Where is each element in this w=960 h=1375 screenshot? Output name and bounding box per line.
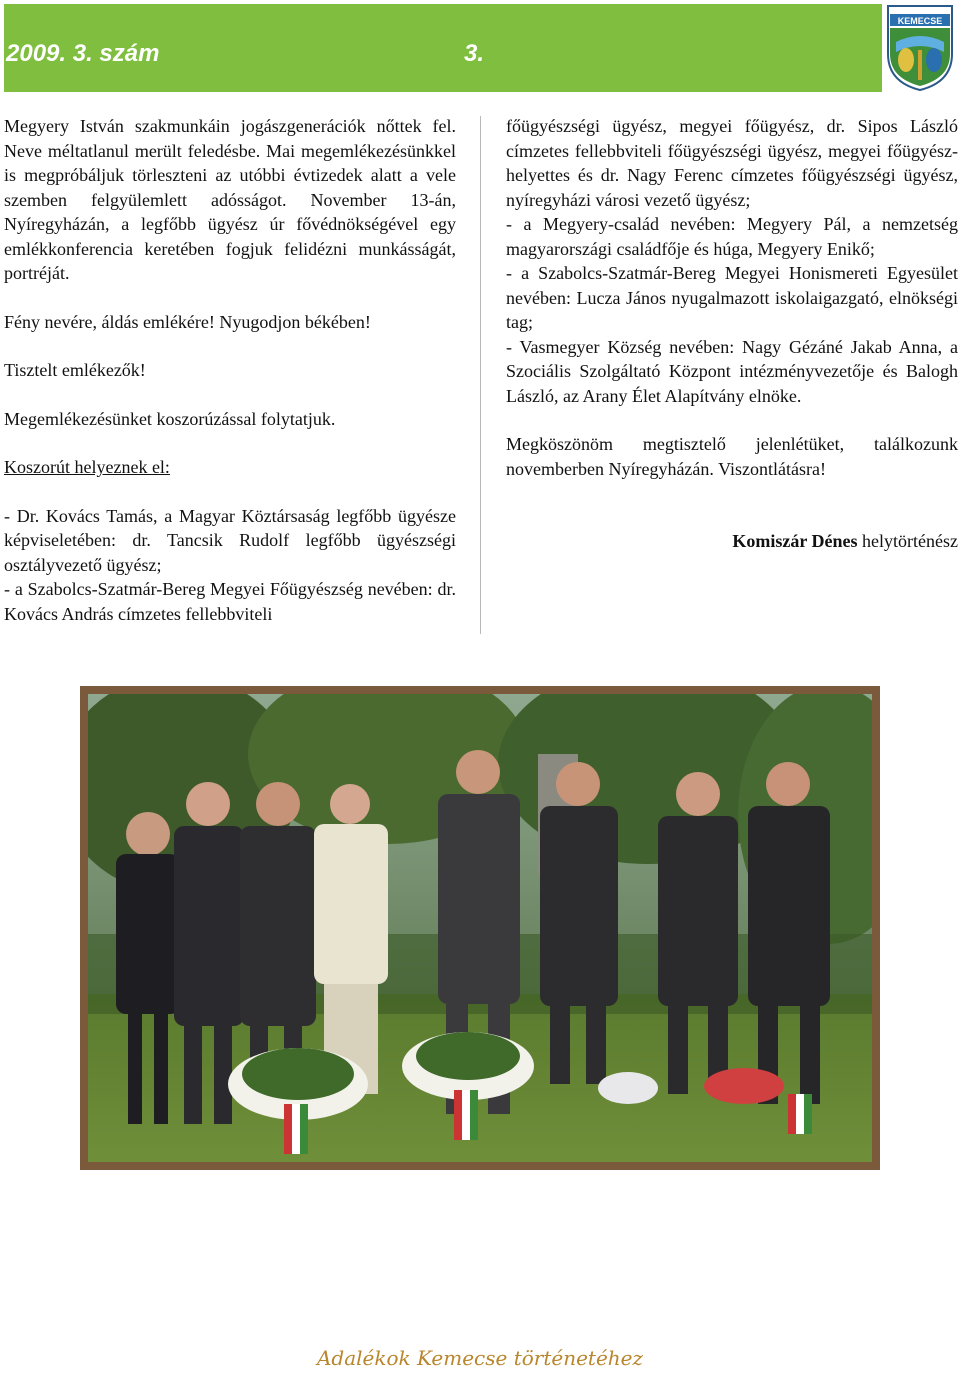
footer-title: Adalékok Kemecse történetéhez [316,1346,644,1370]
wreath-list-item: főügyészségi ügyész, megyei főügyész, dr. Sipos László címzetes fellebbviteli főügyészségi ügyész, megyei főügyész-helyettes és dr. Nagy Ferenc címzetes főügyészségi ügyész, nyíregyházi városi vezető ügyész; [506,116,958,210]
wreath-list-item: - a Megyery-család nevében: Megyery Pál, a nemzetség magyarországi családfője és húga, Megyery Enikő; [506,214,958,259]
intro-paragraph: Megyery István szakmunkáin jogászgenerációk nőttek fel. Neve méltatlanul merült feledésbe. Mai megemlékezésünkkel is megpróbáljuk törleszteni az utóbbi évtizedek alatt a vele szemben felgyülemlett adósságot. November 13-án, Nyíregyházán, a legfőbb ügyész úr fővédnökségével egy emlékkonferencia keretében fogjuk felidézni munkásságát, portréját. [4,116,456,283]
column-divider [480,116,481,634]
ceremony-photo [88,694,872,1162]
wreath-list-item: - Vasmegyer Község nevében: Nagy Gézáné Jakab Anna, a Szociális Szolgáltató Központ intézményvezetője és Balogh László, az Arany Élet Alapítvány elnöke. [506,336,958,406]
left-column [4,114,456,626]
crest-label: KEMECSE [897,16,943,26]
author-name: Komiszár Dénes [732,531,858,551]
wreath-list-item: - a Szabolcs-Szatmár-Bereg Megyei Honismereti Egyesület nevében: Lucza János nyugalmazott iskolaigazgató, elnökségi tag; [506,263,958,332]
wreath-list-heading: Koszorút helyeznek el: [4,457,170,477]
issue-label: 2009. 3. szám [6,40,160,67]
closing-paragraph: Megköszönöm megtisztelő jelenlétüket, találkozunk novemberben Nyíregyházán. Viszontlátásra! [506,434,958,479]
page-number: 3. [464,40,485,67]
greeting-line: Tisztelt emlékezők! [4,360,146,380]
signature [506,529,958,554]
right-column [506,114,958,554]
wreath-list-item: - Dr. Kovács Tamás, a Magyar Köztársaság legfőbb ügyésze képviseletében: dr. Tancsik Rudolf legfőbb ügyészségi osztályvezető ügyész; [4,505,456,575]
photo-frame [80,686,880,1170]
blessing-line: Fény nevére, áldás emlékére! Nyugodjon békében! [4,311,371,332]
wreath-list-item: - a Szabolcs-Szatmár-Bereg Megyei Főügyészség nevében: dr. Kovács András címzetes fellebbviteli [4,579,456,624]
author-title: helytörténész [862,531,958,551]
wreath-announcement: Megemlékezésünket koszorúzással folytatjuk. [4,408,336,429]
kemecse-crest-icon [884,2,956,92]
